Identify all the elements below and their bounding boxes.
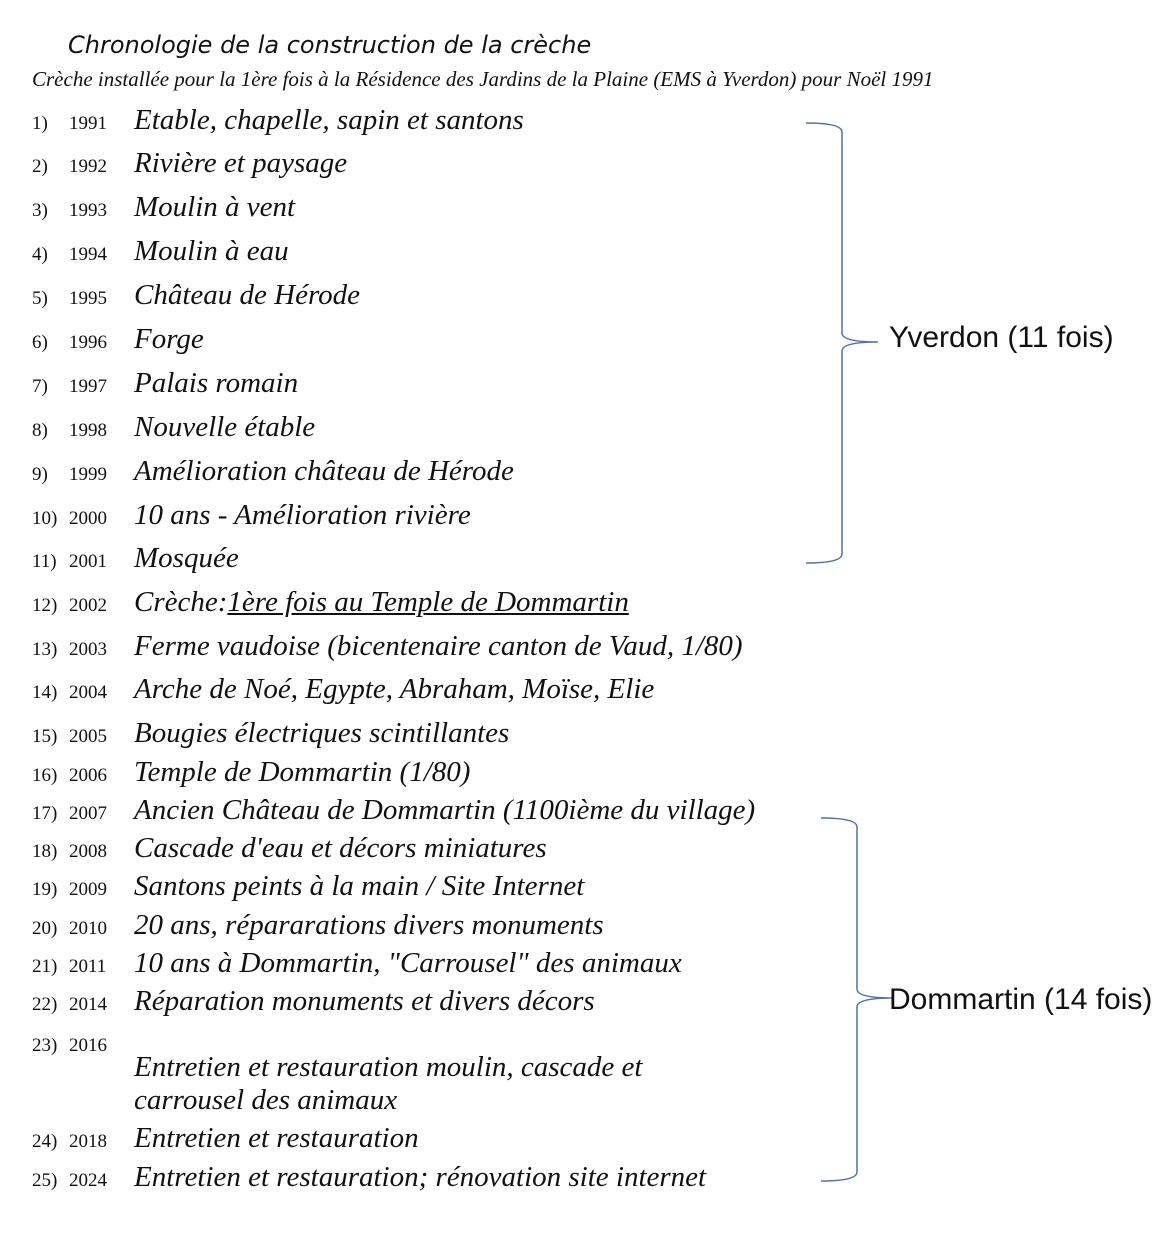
entry-text: Ancien Château de Dommartin (1100ième du village) [134,794,756,826]
entry-text: Temple de Dommartin (1/80) [134,756,471,788]
entry-year: 1991 [69,113,107,134]
entry-text: Château de Hérode [134,279,361,311]
entry-year: 2016 [69,1035,107,1056]
entry-year: 2002 [69,595,107,616]
entry-number: 8) [32,420,48,441]
entry-description [134,191,295,224]
entry-description [134,104,524,137]
entry-description [134,832,547,865]
entry-year: 2000 [69,508,107,529]
entry-text: Palais romain [134,367,299,399]
entry-year: 2003 [69,639,107,660]
entry-text: Moulin à vent [134,191,296,223]
entry-year: 2014 [69,994,107,1015]
entry-number: 22) [32,994,58,1015]
entry-number: 9) [32,464,48,485]
entry-number: 20) [32,918,58,939]
entry-number: 2) [32,156,48,177]
entry-text: 10 ans - Amélioration rivière [134,499,471,531]
entry-description [134,586,629,619]
entry-description [134,717,509,750]
entry-number: 12) [32,595,58,616]
entry-text: Entretien et restauration [134,1122,419,1154]
entry-description [134,1122,419,1155]
entry-text: Nouvelle étable [134,411,316,443]
entry-text: 20 ans, répararations divers monuments [134,909,604,941]
entry-year: 2006 [69,765,107,786]
entry-number: 17) [32,803,58,824]
entry-description [134,1051,642,1117]
entry-number: 24) [32,1131,58,1152]
entry-text-line2: carrousel des animaux [134,1084,398,1116]
entry-number: 6) [32,332,48,353]
entry-number: 10) [32,508,58,529]
group-label-dommartin: Dommartin (14 fois) [889,983,1153,1016]
entry-description [134,870,584,903]
entry-number: 7) [32,376,48,397]
entry-year: 1997 [69,376,107,397]
entry-number: 1) [32,113,48,134]
entry-year: 2001 [69,551,107,572]
entry-text: Moulin à eau [134,235,289,267]
entry-description [134,630,743,663]
entry-description [134,673,654,706]
entry-year: 2004 [69,682,107,703]
entry-number: 4) [32,244,48,265]
entry-description [134,279,360,312]
yverdon-brace-icon [806,123,878,563]
entry-text: Cascade d'eau et décors miniatures [134,832,547,864]
entry-text: Entretien et restauration; rénovation site internet [134,1161,707,1193]
page-title: Chronologie de la construction de la crèche [68,31,592,59]
page-subtitle: Crèche installée pour la 1ère fois à la Résidence des Jardins de la Plaine (EMS à Yverdon) pour Noël 1991 [32,67,934,91]
entry-text: Etable, chapelle, sapin et santons [134,104,524,136]
entry-number: 23) [32,1035,58,1056]
entry-year: 2010 [69,918,107,939]
entry-year: 1995 [69,288,107,309]
entry-description [134,947,682,980]
entry-year: 2008 [69,841,107,862]
entry-description [134,542,239,575]
entry-year: 1992 [69,156,107,177]
entry-text: 10 ans à Dommartin, "Carrousel" des animaux [134,947,682,979]
entry-text: Mosquée [134,542,239,574]
entry-text: Rivière et paysage [134,147,348,179]
entry-year: 2009 [69,879,107,900]
entry-number: 5) [32,288,48,309]
entry-text: Ferme vaudoise (bicentenaire canton de Vaud, 1/80) [134,630,743,662]
entry-text: Réparation monuments et divers décors [134,985,595,1017]
group-label-yverdon: Yverdon (11 fois) [889,321,1114,354]
entry-year: 2005 [69,726,107,747]
entry-description [134,499,471,532]
entry-year: 1994 [69,244,107,265]
entry-text: Arche de Noé, Egypte, Abraham, Moïse, Elie [134,673,655,705]
entry-year: 2024 [69,1170,107,1191]
entry-year: 2018 [69,1131,107,1152]
entry-number: 11) [32,551,57,572]
entry-number: 25) [32,1170,58,1191]
entry-description [134,756,470,789]
entry-number: 16) [32,765,58,786]
entry-description [134,455,514,488]
entry-text: Santons peints à la main / Site Internet [134,870,585,902]
entry-description [134,235,289,268]
entry-description [134,794,755,827]
entry-description [134,323,204,356]
entry-number: 14) [32,682,58,703]
entry-number: 21) [32,956,58,977]
entry-text: Forge [134,323,204,355]
entry-number: 18) [32,841,58,862]
entry-description [134,411,315,444]
entry-description [134,985,595,1018]
entry-number: 3) [32,200,48,221]
entry-text-underlined: 1ère fois au Temple de Dommartin [227,586,629,618]
entry-year: 1993 [69,200,107,221]
entry-description [134,909,604,942]
entry-description [134,1161,706,1194]
entry-number: 15) [32,726,58,747]
entry-text: Bougies électriques scintillantes [134,717,510,749]
entry-year: 2007 [69,803,107,824]
dommartin-brace-icon [821,818,893,1181]
entry-year: 1999 [69,464,107,485]
entry-description [134,367,298,400]
entry-text: Crèche: [134,586,228,618]
entry-year: 1996 [69,332,107,353]
entry-year: 1998 [69,420,107,441]
entry-number: 13) [32,639,58,660]
entry-year: 2011 [69,956,107,977]
entry-text: Amélioration château de Hérode [134,455,514,487]
entry-text: Entretien et restauration moulin, cascade et [134,1051,643,1083]
entry-number: 19) [32,879,58,900]
entry-description [134,147,347,180]
